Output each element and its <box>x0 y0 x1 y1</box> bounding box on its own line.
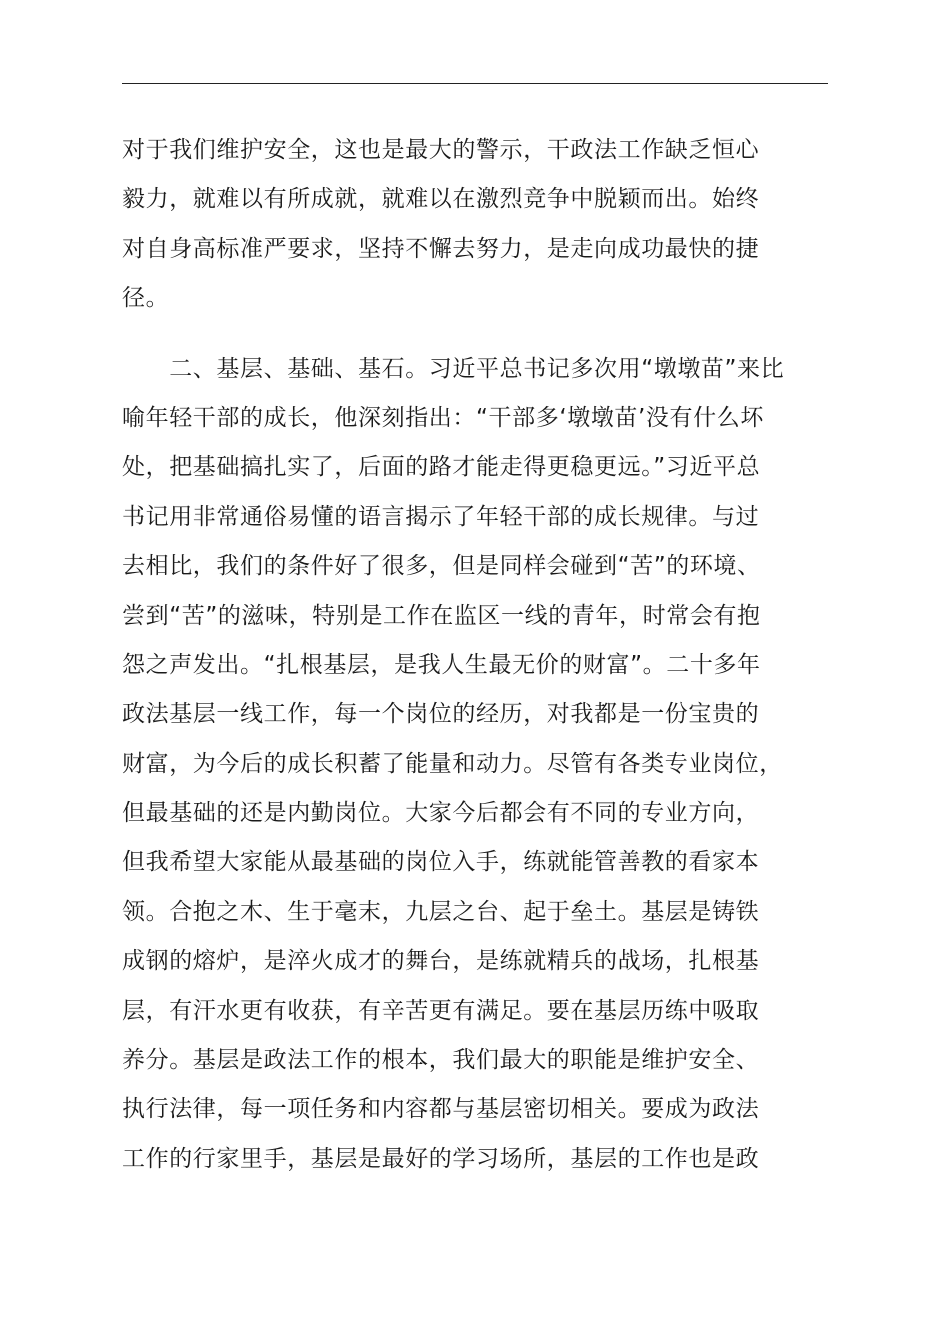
paragraph-line: 怨之声发出。“扎根基层，是我人生最无价的财富”。二十多年 <box>122 651 761 678</box>
document-body <box>122 126 834 1184</box>
paragraph-1 <box>122 126 834 324</box>
paragraph-line: 政法基层一线工作，每一个岗位的经历，对我都是一份宝贵的 <box>122 701 760 728</box>
paragraph-line: 对于我们维护安全，这也是最大的警示，干政法工作缺乏恒心 <box>122 137 760 163</box>
paragraph-line: 成钢的熔炉，是淬火成才的舞台，是练就精兵的战场，扎根基 <box>122 948 760 975</box>
paragraph-line: 财富，为今后的成长积蓄了能量和动力。尽管有各类专业岗位， <box>122 750 783 777</box>
paragraph-line: 工作的行家里手，基层是最好的学习场所，基层的工作也是政 <box>122 1145 760 1172</box>
paragraph-line: 去相比，我们的条件好了很多，但是同样会碰到“苦”的环境、 <box>122 553 761 580</box>
paragraph-line: 对自身高标准严要求，坚持不懈去努力，是走向成功最快的捷 <box>122 235 760 262</box>
header-rule <box>122 83 828 84</box>
paragraph-line: 二、基层、基础、基石。习近平总书记多次用“墩墩苗”来比 <box>122 355 785 382</box>
paragraph-line: 养分。基层是政法工作的根本，我们最大的职能是维护安全、 <box>122 1047 760 1074</box>
paragraph-line: 书记用非常通俗易懂的语言揭示了年轻干部的成长规律。与过 <box>122 503 760 530</box>
paragraph-line: 径。 <box>122 285 170 312</box>
paragraph-line: 尝到“苦”的滋味，特别是工作在监区一线的青年，时常会有抱 <box>122 602 761 629</box>
paragraph-line: 喻年轻干部的成长，他深刻指出：“干部多‘墩墩苗’没有什么坏 <box>122 404 764 431</box>
paragraph-line: 层，有汗水更有收获，有辛苦更有满足。要在基层历练中吸取 <box>122 997 760 1024</box>
paragraph-line: 但我希望大家能从最基础的岗位入手，练就能管善教的看家本 <box>122 849 760 876</box>
paragraph-spacing <box>122 324 834 345</box>
paragraph-line: 毅力，就难以有所成就，就难以在激烈竞争中脱颖而出。始终 <box>122 186 760 213</box>
paragraph-line: 处，把基础搞扎实了，后面的路才能走得更稳更远。”习近平总 <box>122 454 761 481</box>
paragraph-line: 领。合抱之木、生于毫末，九层之台、起于垒土。基层是铸铁 <box>122 898 760 925</box>
paragraph-2 <box>122 345 834 1185</box>
paragraph-line: 执行法律，每一项任务和内容都与基层密切相关。要成为政法 <box>122 1096 760 1123</box>
paragraph-line: 但最基础的还是内勤岗位。大家今后都会有不同的专业方向， <box>122 800 760 827</box>
